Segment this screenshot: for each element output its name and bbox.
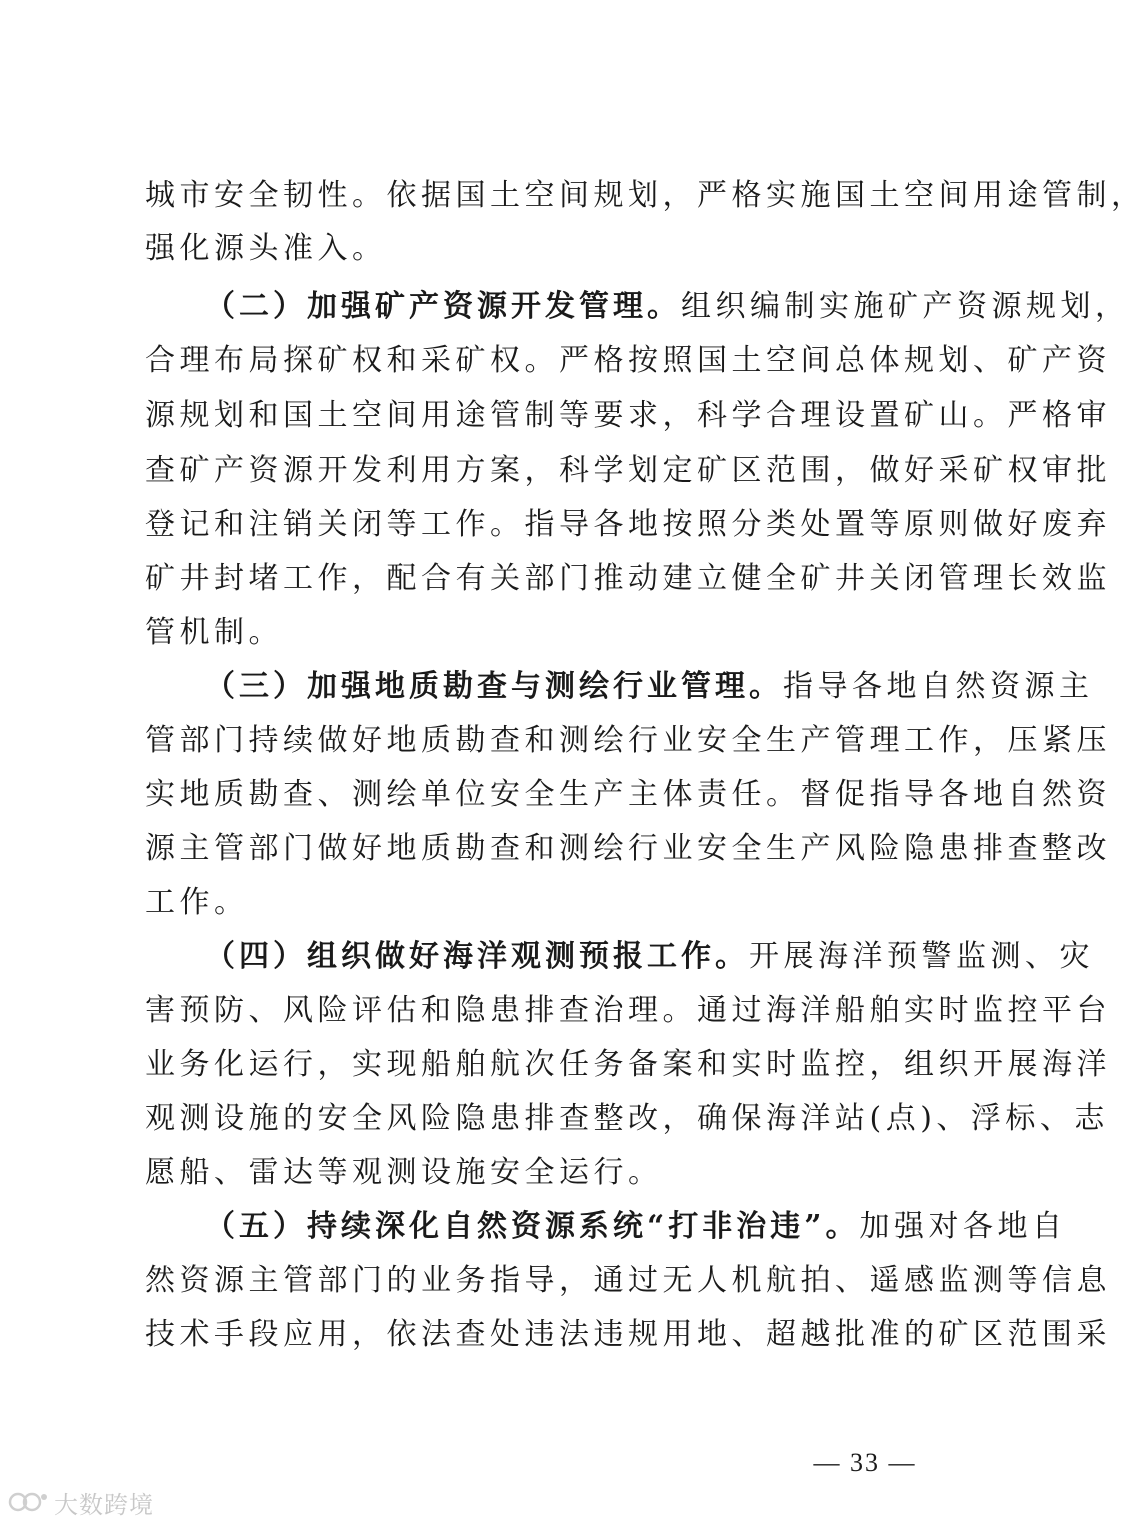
section-heading-4: （四）组织做好海洋观测预报工作。 bbox=[205, 939, 749, 974]
line-text: 技术手段应用，依法查处违法违规用地、超越批准的矿区范围采 bbox=[145, 1317, 1111, 1352]
text-line bbox=[145, 775, 1111, 815]
text-line bbox=[145, 1261, 1111, 1301]
watermark-logo-icon bbox=[8, 1488, 48, 1516]
line-text: 查矿产资源开发利用方案，科学划定矿区范围，做好采矿权审批 bbox=[145, 453, 1111, 488]
paragraph-2-first-line bbox=[205, 287, 1130, 327]
text-line bbox=[145, 1153, 945, 1193]
text-line bbox=[145, 1099, 1109, 1139]
text-line bbox=[145, 1315, 1111, 1355]
line-text: 组织编制实施矿产资源规划， bbox=[681, 289, 1130, 324]
line-text: 矿井封堵工作，配合有关部门推动建立健全矿井关闭管理长效监 bbox=[145, 561, 1111, 596]
line-text: 源规划和国土空间用途管制等要求，科学合理设置矿山。严格审 bbox=[145, 398, 1111, 433]
text-line bbox=[145, 341, 1111, 381]
line-text: 指导各地自然资源主 bbox=[783, 669, 1094, 704]
watermark-text: 大数跨境 bbox=[54, 1490, 154, 1519]
line-text: 城市安全韧性。依据国土空间规划，严格实施国土空间用途管制， bbox=[145, 178, 1146, 213]
text-line bbox=[145, 559, 1111, 599]
text-line bbox=[145, 451, 1111, 491]
line-text: 登记和注销关闭等工作。指导各地按照分类处置等原则做好废弃 bbox=[145, 507, 1111, 542]
text-line bbox=[145, 229, 945, 269]
text-line bbox=[145, 829, 1111, 869]
section-heading-2: （二）加强矿产资源开发管理。 bbox=[205, 289, 681, 324]
text-line bbox=[145, 1045, 1111, 1085]
line-text: 开展海洋预警监测、灾 bbox=[749, 939, 1094, 974]
line-text: 观测设施的安全风险隐患排查整改，确保海洋站(点)、浮标、志 bbox=[145, 1101, 1109, 1136]
line-text: 然资源主管部门的业务指导，通过无人机航拍、遥感监测等信息 bbox=[145, 1263, 1111, 1298]
paragraph-4-first-line bbox=[205, 937, 1094, 977]
text-line bbox=[145, 991, 1111, 1031]
line-text: 工作。 bbox=[145, 885, 249, 920]
line-text: 业务化运行，实现船舶航次任务备案和实时监控，组织开展海洋 bbox=[145, 1047, 1111, 1082]
text-line bbox=[145, 613, 945, 653]
line-text: 愿船、雷达等观测设施安全运行。 bbox=[145, 1155, 663, 1190]
text-line bbox=[145, 505, 1111, 545]
line-text: 加强对各地自 bbox=[859, 1209, 1067, 1244]
text-line bbox=[145, 721, 1111, 761]
line-text: 合理布局探矿权和采矿权。严格按照国土空间总体规划、矿产资 bbox=[145, 343, 1111, 378]
line-text: 管机制。 bbox=[145, 615, 283, 650]
section-heading-5: （五）持续深化自然资源系统“打非治违”。 bbox=[205, 1209, 860, 1244]
paragraph-5-first-line bbox=[205, 1207, 1067, 1247]
text-line bbox=[145, 176, 1146, 216]
section-heading-3: （三）加强地质勘查与测绘行业管理。 bbox=[205, 669, 783, 704]
text-line bbox=[145, 883, 945, 923]
page-number: — 33 — bbox=[813, 1448, 917, 1477]
paragraph-3-first-line bbox=[205, 667, 1094, 707]
line-text: 实地质勘查、测绘单位安全生产主体责任。督促指导各地自然资 bbox=[145, 777, 1111, 812]
watermark bbox=[8, 1484, 154, 1520]
text-line bbox=[145, 396, 1111, 436]
line-text: 源主管部门做好地质勘查和测绘行业安全生产风险隐患排查整改 bbox=[145, 831, 1111, 866]
line-text: 强化源头准入。 bbox=[145, 231, 387, 266]
line-text: 管部门持续做好地质勘查和测绘行业安全生产管理工作，压紧压 bbox=[145, 723, 1111, 758]
line-text: 害预防、风险评估和隐患排查治理。通过海洋船舶实时监控平台 bbox=[145, 993, 1111, 1028]
